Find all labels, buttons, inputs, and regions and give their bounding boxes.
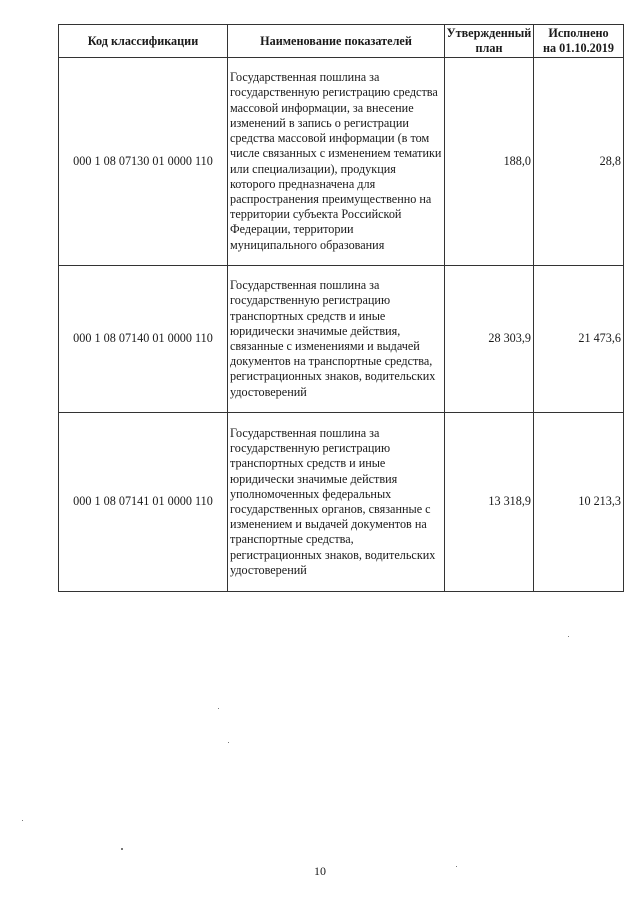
scan-speck [568, 636, 569, 637]
page-number: 10 [314, 864, 326, 878]
row-name-cell: Государственная пошлина за государственную регистрацию транспортных средств и иные юридически значимые действия уполномоченных федеральных государственных органов, связанные с изменением и выдачей документов на транспортные средства, регистрационных знаков, водительских удостоверений [228, 413, 445, 592]
row-plan-cell: 28 303,9 [445, 266, 534, 413]
row-code-cell: 000 1 08 07141 01 0000 110 [59, 413, 228, 592]
scan-speck [228, 742, 229, 743]
header-code-label: Код классификации [87, 33, 199, 48]
header-done-line1: Исполнено [548, 26, 609, 40]
header-code [59, 25, 228, 58]
scan-speck [218, 708, 219, 709]
row-done-cell: 10 213,3 [534, 413, 624, 592]
row-name-cell: Государственная пошлина за государственную регистрацию транспортных средств и иные юридически значимые действия, связанные с изменениями и выдачей документов на транспортные средства, регистрационных знаков, водительских удостоверений [228, 266, 445, 413]
row-code-cell: 000 1 08 07130 01 0000 110 [59, 58, 228, 266]
header-plan-line1: Утвержденный [446, 26, 532, 40]
header-plan [445, 25, 534, 58]
scan-speck [22, 820, 23, 821]
table-row [59, 413, 624, 592]
row-plan-cell: 13 318,9 [445, 413, 534, 592]
row-done-cell: 28,8 [534, 58, 624, 266]
table-row [59, 266, 624, 413]
row-plan-cell: 188,0 [445, 58, 534, 266]
header-done-line2: на 01.10.2019 [542, 41, 614, 55]
header-name [228, 25, 445, 58]
header-name-label: Наименование показателей [260, 33, 412, 48]
row-done-cell: 21 473,6 [534, 266, 624, 413]
header-done [534, 25, 624, 58]
budget-table [58, 24, 624, 592]
table-header-row [59, 25, 624, 58]
row-code-cell: 000 1 08 07140 01 0000 110 [59, 266, 228, 413]
scan-speck [121, 848, 123, 850]
row-name-cell: Государственная пошлина за государственную регистрацию средства массовой информации, за внесение изменений в запись о регистрации средства массовой информации (в том числе связанных с изменением тематики или специализации), продукция которого предназначена для распространения преимущественно на территории субъекта Российской Федерации, территории муниципального образования [228, 58, 445, 266]
header-plan-line2: план [475, 41, 503, 55]
table-row [59, 58, 624, 266]
